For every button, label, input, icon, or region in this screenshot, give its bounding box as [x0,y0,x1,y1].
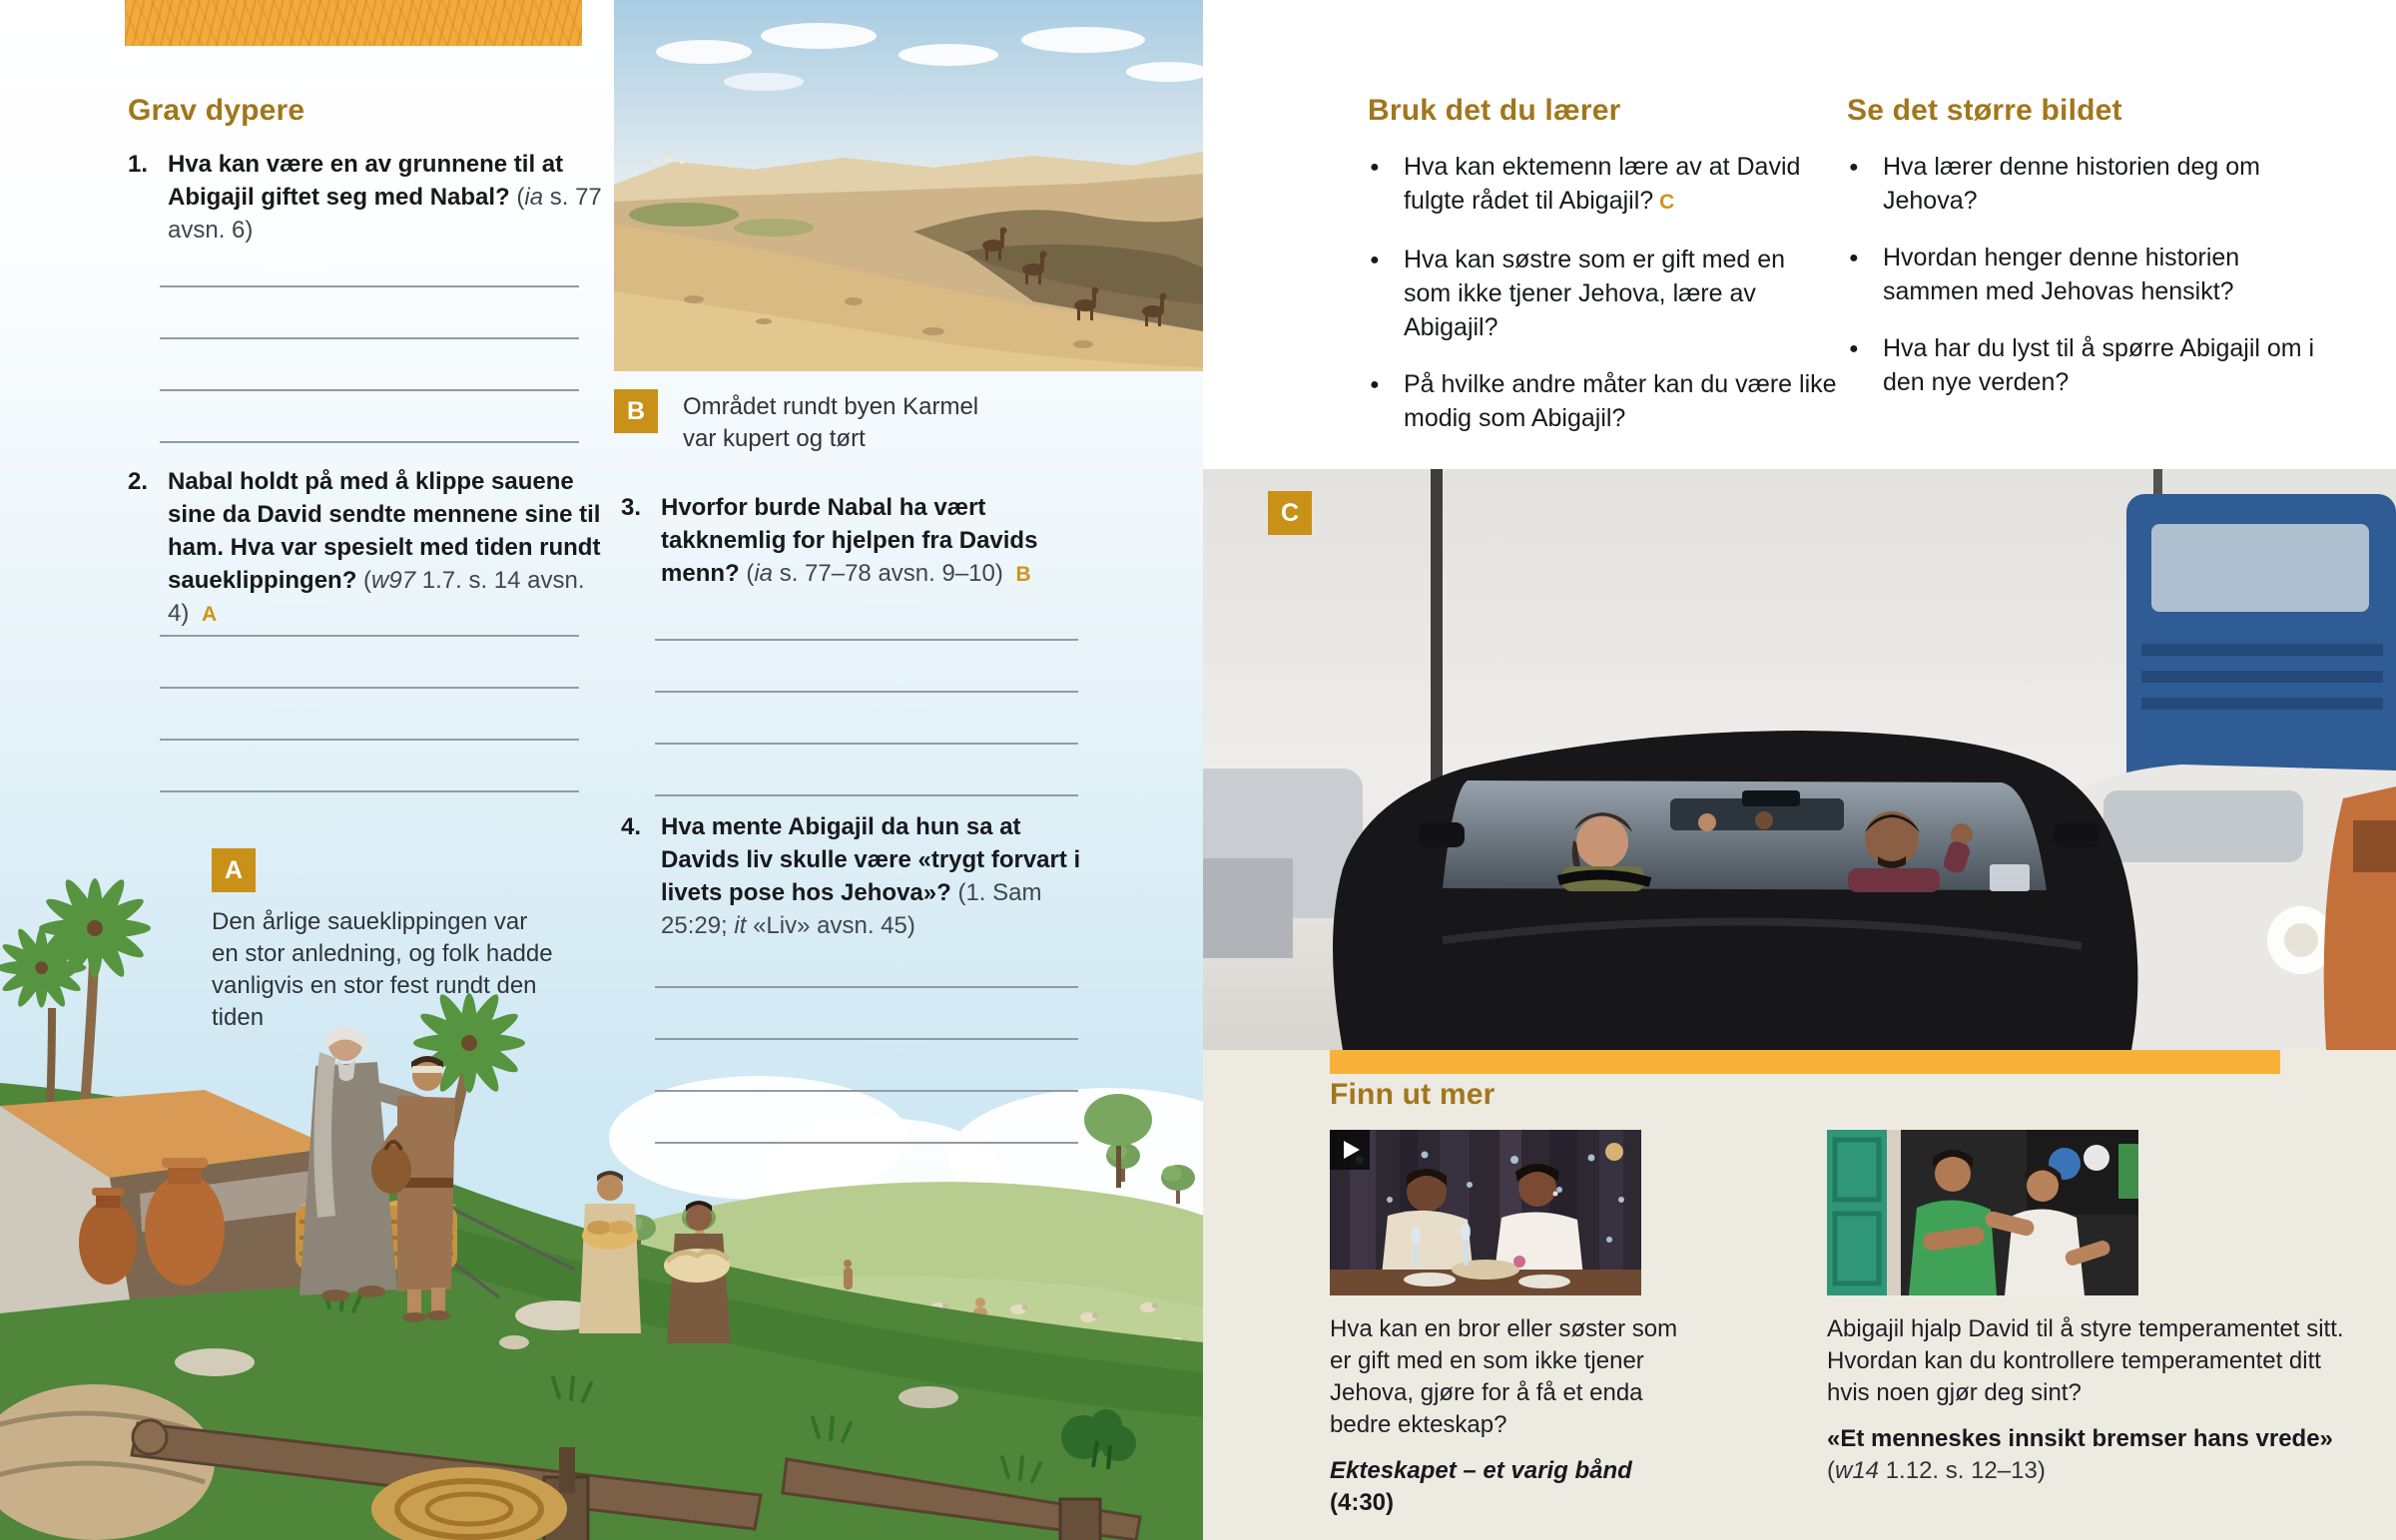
video-title: Ekteskapet – et varig bånd (4:30) [1330,1457,1632,1516]
figure-b-badge: B [614,389,658,433]
play-icon[interactable] [1330,1130,1370,1170]
answer-lines-q4 [655,936,1078,1144]
write-line [160,287,579,339]
write-line [160,741,579,792]
video-thumbnail-marriage[interactable] [1330,1130,1641,1295]
answer-lines-q1 [160,236,579,443]
article-thumbnail-argument[interactable] [1827,1130,2138,1295]
write-line [655,1040,1078,1092]
write-line [160,637,579,689]
figure-a-badge: A [212,848,256,892]
question-3 [621,491,1098,591]
write-line [160,339,579,391]
figure-b-caption: Området rundt byen Karmel var kupert og tørt [683,393,979,452]
question-text: Hva kan være en av grunnene til at Abigajil giftet seg med Nabal? [168,151,564,211]
section-title-big-picture: Se det større bildet [1847,94,2122,127]
question-number: 1. [128,151,149,178]
write-line [655,988,1078,1040]
question-reference: (w97 1.7. s. 14 avsn. 4) [168,567,585,627]
question-text: Nabal holdt på med å klippe sauene sine da David sendte mennene sine til ham. Hva var spesielt med tiden rundt saueklippingen? [168,468,601,594]
couple-in-car-traffic-photo [1203,469,2396,1050]
accent-orange-bar [1330,1050,2280,1074]
article-title: «Et menneskes innsikt bremser hans vrede» [1827,1425,2333,1452]
write-line [655,745,1078,796]
write-line [655,693,1078,745]
section-title-find-out-more: Finn ut mer [1330,1078,1496,1111]
write-line [160,689,579,741]
video-question: Hva kan en bror eller søster som er gift med en som ikke tjener Jehova, gjøre for å få et enda bedre ekteskap? [1330,1315,1678,1438]
question-reference: (ia s. 77–78 avsn. 9–10) [746,560,1003,587]
figure-reference-letter-a: A [202,603,218,626]
question-text: Hva mente Abigajil da hun sa at Davids liv skulle være «trygt forvart i livets pose hos Jehova»? [661,813,1081,906]
find-out-more-item-video [1330,1130,1701,1519]
answer-lines-q3 [655,589,1078,796]
article-question: Abigajil hjalp David til å styre temperamentet sitt. Hvordan kan du kontrollere temperamentet ditt hvis noen gjør deg sint? [1827,1315,2344,1406]
write-line [160,391,579,443]
big-picture-bullet-list [1847,150,2316,422]
bullet-item: ● Hva har du lyst til å spørre Abigajil om i den nye verden? [1847,331,2316,399]
write-line [655,641,1078,693]
decorative-yellow-band [125,0,582,46]
bullet-item: ● På hvilke andre måter kan du være like modig som Abigajil? [1368,367,1837,435]
bullet-item: ● Hva lærer denne historien deg om Jehova? [1847,150,2316,218]
figure-a-caption: Den årlige saueklippingen var en stor anledning, og folk hadde vanligvis en stor fest rundt den tiden [212,908,553,1031]
write-line [655,936,1078,988]
question-text: Hvorfor burde Nabal ha vært takknemlig for hjelpen fra Davids menn? [661,494,1038,587]
answer-lines-q2 [160,585,579,792]
question-number: 4. [621,813,642,840]
section-title-dig-deeper: Grav dypere [128,94,305,127]
question-number: 3. [621,494,642,521]
karmel-desert-photo [614,0,1203,371]
find-out-more-item-article [1827,1130,2346,1487]
question-reference: (1. Sam 25:29; it «Liv» avsn. 45) [661,879,1042,939]
figure-c-badge: C [1268,491,1312,535]
question-reference: (ia s. 77 avsn. 6) [168,184,602,244]
article-reference: (w14 1.12. s. 12–13) [1827,1457,2046,1484]
write-line [160,236,579,287]
write-line [655,1092,1078,1144]
section-title-apply: Bruk det du lærer [1368,94,1621,127]
figure-reference-letter-c: C [1659,191,1675,214]
bullet-item: ● Hva kan søstre som er gift med en som ikke tjener Jehova, lære av Abigajil? [1368,243,1837,344]
bullet-item: ● Hva kan ektemenn lære av at David fulgte rådet til Abigajil? C [1368,150,1837,220]
question-4 [621,810,1098,942]
write-line [655,589,1078,641]
question-number: 2. [128,468,149,495]
question-1 [128,148,605,247]
figure-reference-letter-b: B [1015,563,1032,586]
write-line [160,585,579,637]
bullet-item: ● Hvordan henger denne historien sammen med Jehovas hensikt? [1847,241,2316,308]
apply-bullet-list [1368,150,1837,458]
